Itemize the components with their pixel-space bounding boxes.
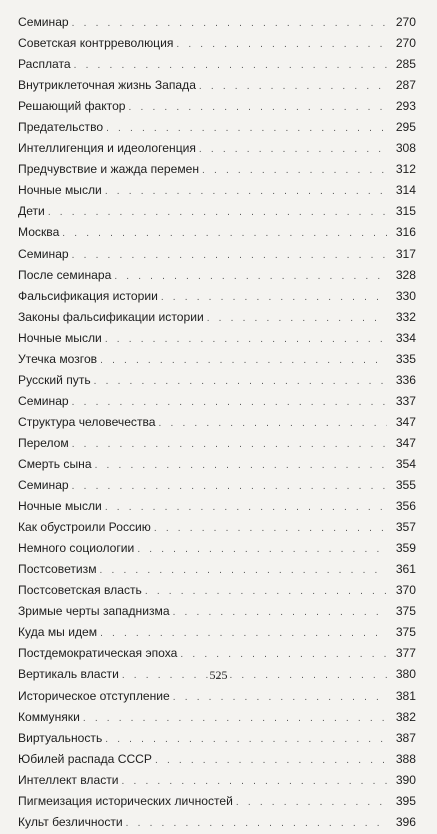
dot-leader: [72, 434, 387, 455]
toc-entry-title: Фальсификация истории: [18, 288, 158, 303]
toc-entry: [18, 686, 416, 707]
toc-entry: [18, 117, 416, 138]
toc-entry-title: Историческое отступление: [18, 688, 170, 703]
toc-entry-title: Утечка мозгов: [18, 351, 98, 366]
toc-entry: [18, 54, 416, 75]
toc-entry-page: 380: [395, 667, 416, 682]
toc-entry: [18, 475, 416, 496]
toc-entry-page: 381: [395, 688, 416, 703]
toc-entry-title: Семинар: [18, 15, 69, 29]
toc-entry-page: 334: [395, 330, 416, 345]
toc-entry: [18, 749, 416, 770]
toc-entry-title: Постсоветская власть: [18, 583, 142, 598]
toc-entry-title: Как обустроили Россию: [18, 520, 151, 535]
toc-entry: [18, 328, 416, 349]
toc-entry-page: 328: [395, 267, 416, 282]
dot-leader: [100, 623, 387, 644]
toc-entry: [18, 265, 416, 286]
toc-entry: [18, 559, 416, 580]
toc-entry-title: Пигмеизация исторических личностей: [18, 793, 233, 808]
toc-entry: [18, 622, 416, 643]
toc-entry-title: Культ безличности: [18, 814, 123, 829]
dot-leader: [199, 76, 387, 97]
toc-entry-title: Советская контрреволюция: [18, 36, 174, 51]
dot-leader: [207, 308, 387, 329]
dot-leader: [48, 202, 387, 223]
toc-entry: [18, 75, 416, 96]
toc-entry-page: 375: [395, 604, 416, 619]
dot-leader: [72, 245, 387, 266]
toc-entry-page: 357: [395, 520, 416, 535]
dot-leader: [145, 581, 387, 602]
toc-entry: [18, 286, 416, 307]
toc-entry-title: Куда мы идем: [18, 625, 98, 640]
toc-entry-page: 317: [395, 246, 416, 261]
dot-leader: [95, 455, 387, 476]
toc-entry: [18, 770, 416, 791]
toc-entry-title: Постдемократическая эпоха: [18, 646, 178, 661]
dot-leader: [72, 13, 387, 34]
dot-leader: [173, 602, 387, 623]
toc-entry: [18, 33, 416, 54]
toc-entry: [18, 812, 416, 833]
toc-entry-page: 361: [395, 562, 416, 577]
toc-entry-page: 356: [395, 499, 416, 514]
toc-entry-title: Законы фальсификации истории: [18, 309, 204, 324]
toc-entry-page: 293: [395, 99, 416, 114]
toc-entry-page: 347: [395, 414, 416, 429]
toc-entry-title: Решающий фактор: [18, 99, 126, 114]
toc-entry: [18, 138, 416, 159]
toc-entry: [18, 96, 416, 117]
toc-entry-title: Виртуальность: [18, 730, 103, 745]
toc-entry-page: 390: [395, 772, 416, 787]
toc-entry: [18, 370, 416, 391]
toc-entry-page: 316: [395, 225, 416, 240]
toc-entry-page: 347: [395, 435, 416, 450]
toc-entry-page: 354: [395, 456, 416, 471]
toc-entry-title: Москва: [18, 225, 60, 240]
toc-entry: [18, 307, 416, 328]
dot-leader: [105, 497, 387, 518]
toc-entry-page: 387: [395, 730, 416, 745]
dot-leader: [173, 687, 387, 708]
toc-entry: [18, 433, 416, 454]
toc-entry-title: Семинар: [18, 478, 69, 493]
toc-entry: [18, 728, 416, 749]
toc-entry-title: Интеллект власти: [18, 772, 119, 787]
page-number: 525: [209, 668, 228, 682]
toc-entry-page: 312: [395, 162, 416, 177]
table-of-contents: [18, 12, 416, 833]
dot-leader: [180, 644, 387, 665]
dot-leader: [161, 287, 387, 308]
dot-leader: [105, 729, 387, 750]
toc-entry: [18, 538, 416, 559]
toc-entry-title: Юбилей распада СССР: [18, 751, 152, 766]
toc-entry-title: Немного социологии: [18, 541, 135, 556]
dot-leader: [154, 518, 387, 539]
toc-entry-title: Ночные мысли: [18, 330, 102, 345]
dot-leader: [105, 329, 387, 350]
dot-leader: [72, 392, 387, 413]
dot-leader: [126, 813, 387, 834]
toc-entry: [18, 643, 416, 664]
toc-entry-title: Коммуняки: [18, 709, 80, 724]
toc-entry: [18, 391, 416, 412]
toc-entry-title: Ночные мысли: [18, 183, 102, 198]
dot-leader: [74, 55, 387, 76]
toc-entry-title: Русский путь: [18, 372, 91, 387]
toc-entry-page: 375: [395, 625, 416, 640]
toc-entry-title: Интеллигенция и идеологенция: [18, 141, 196, 156]
toc-entry: [18, 601, 416, 622]
toc-entry-page: 270: [395, 15, 416, 29]
toc-entry: [18, 349, 416, 370]
dot-leader: [137, 539, 387, 560]
toc-entry: [18, 412, 416, 433]
toc-entry-title: Дети: [18, 204, 45, 219]
toc-entry-title: Предательство: [18, 120, 104, 135]
toc-entry-title: После семинара: [18, 267, 112, 282]
toc-entry-title: Постсоветизм: [18, 562, 97, 577]
toc-entry-page: 308: [395, 141, 416, 156]
dot-leader: [106, 118, 387, 139]
toc-entry-page: 314: [395, 183, 416, 198]
toc-entry-page: 332: [395, 309, 416, 324]
dot-leader: [105, 181, 387, 202]
toc-entry-page: 270: [395, 36, 416, 51]
toc-entry-page: 382: [395, 709, 416, 724]
toc-entry-page: 285: [395, 57, 416, 72]
dot-leader: [199, 139, 387, 160]
toc-entry-page: 337: [395, 393, 416, 408]
dot-leader: [83, 708, 387, 729]
toc-entry: [18, 454, 416, 475]
toc-entry: [18, 580, 416, 601]
toc-entry-page: 355: [395, 478, 416, 493]
toc-entry-page: 370: [395, 583, 416, 598]
toc-entry-page: 335: [395, 351, 416, 366]
toc-entry-title: Вертикаль власти: [18, 667, 119, 682]
toc-entry: [18, 496, 416, 517]
toc-entry-title: Семинар: [18, 393, 69, 408]
toc-entry: [18, 222, 416, 243]
toc-entry-title: Предчувствие и жажда перемен: [18, 162, 200, 177]
toc-entry-page: 396: [395, 814, 416, 829]
toc-entry-page: 359: [395, 541, 416, 556]
toc-entry-page: 336: [395, 372, 416, 387]
toc-entry: [18, 180, 416, 201]
toc-entry-title: Смерть сына: [18, 456, 92, 471]
dot-leader: [114, 266, 387, 287]
dot-leader: [94, 371, 387, 392]
dot-leader: [62, 223, 387, 244]
toc-entry: [18, 517, 416, 538]
toc-entry-page: 315: [395, 204, 416, 219]
toc-entry-title: Ночные мысли: [18, 499, 102, 514]
dot-leader: [129, 97, 387, 118]
toc-entry: [18, 201, 416, 222]
dot-leader: [236, 792, 387, 813]
toc-entry-page: 287: [395, 78, 416, 93]
dot-leader: [122, 771, 387, 792]
toc-entry: [18, 12, 416, 33]
toc-entry-title: Расплата: [18, 57, 71, 72]
toc-entry-page: 388: [395, 751, 416, 766]
dot-leader: [202, 160, 387, 181]
toc-entry-page: 295: [395, 120, 416, 135]
toc-entry-title: Перелом: [18, 435, 69, 450]
toc-entry-title: Структура человечества: [18, 414, 156, 429]
dot-leader: [100, 350, 387, 371]
dot-leader: [155, 750, 387, 771]
toc-entry: [18, 791, 416, 812]
toc-entry: [18, 159, 416, 180]
dot-leader: [176, 34, 387, 55]
toc-entry: [18, 707, 416, 728]
toc-entry-title: Зримые черты западнизма: [18, 604, 170, 619]
dot-leader: [100, 560, 387, 581]
toc-entry: [18, 244, 416, 265]
dot-leader: [159, 413, 387, 434]
toc-entry-page: 377: [395, 646, 416, 661]
toc-entry-page: 330: [395, 288, 416, 303]
toc-entry-page: 395: [395, 793, 416, 808]
toc-entry-title: Семинар: [18, 246, 69, 261]
toc-entry-title: Внутриклеточная жизнь Запада: [18, 78, 196, 93]
dot-leader: [72, 476, 387, 497]
